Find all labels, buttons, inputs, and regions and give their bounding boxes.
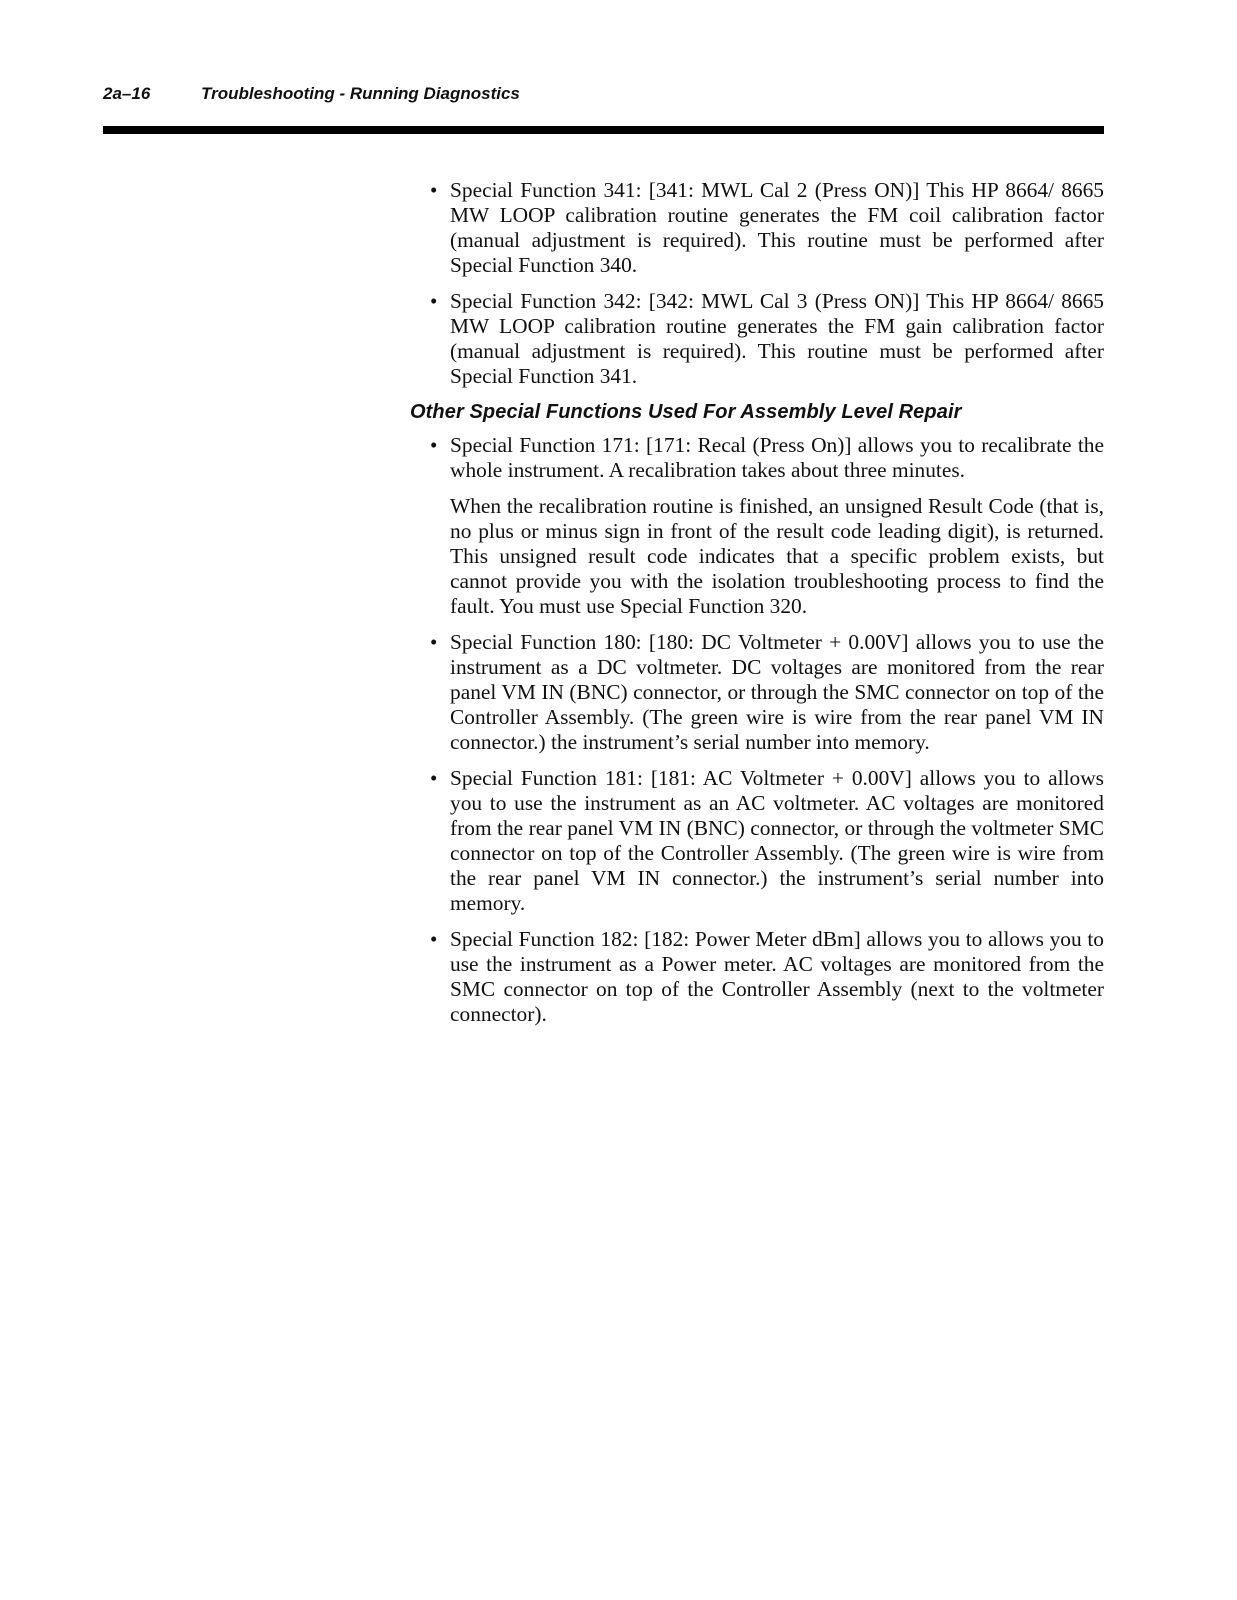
list-item-text: Special Function 341: [341: MWL Cal 2 (Press ON)] This HP 8664/ 8665 MW LOOP calibration routine generates the FM coil calibration factor (manual adjustment is required). This routine must be performed after Special Function 340. bbox=[450, 178, 1104, 277]
bullet-icon: • bbox=[430, 766, 438, 790]
list-item-text: Special Function 182: [182: Power Meter dBm] allows you to allows you to use the instrument as a Power meter. AC voltages are monitored from the SMC connector on top of the Controller Assembly (next to the voltmeter connector). bbox=[450, 927, 1104, 1026]
special-function-list-calibration bbox=[410, 178, 1104, 389]
list-item-sf-182 bbox=[410, 927, 1104, 1027]
bullet-icon: • bbox=[430, 289, 438, 313]
list-item-text: Special Function 171: [171: Recal (Press On)] allows you to recalibrate the whole instrument. A recalibration takes about three minutes. bbox=[450, 433, 1104, 482]
header-rule bbox=[103, 126, 1104, 134]
bullet-icon: • bbox=[430, 178, 438, 202]
page-content bbox=[410, 178, 1104, 1038]
list-item-sf-341 bbox=[410, 178, 1104, 278]
list-item-sf-342 bbox=[410, 289, 1104, 389]
page-header bbox=[103, 84, 1103, 112]
list-item-paragraph: When the recalibration routine is finished, an unsigned Result Code (that is, no plus or minus sign in front of the result code leading digit), is returned. This unsigned result code indicates that a specific problem exists, but cannot provide you with the isolation troubleshooting process to find the fault. You must use Special Function 320. bbox=[450, 494, 1104, 618]
list-item-sf-181 bbox=[410, 766, 1104, 916]
section-heading: Other Special Functions Used For Assembly Level Repair bbox=[410, 401, 962, 423]
list-item-text: Special Function 181: [181: AC Voltmeter + 0.00V] allows you to allows you to use the instrument as an AC voltmeter. AC voltages are monitored from the rear panel VM IN (BNC) connector, or through the voltmeter SMC connector on top of the Controller Assembly. (The green wire is wire from the rear panel VM IN connector.) the instrument’s serial number into memory. bbox=[450, 766, 1104, 915]
list-item-sf-171 bbox=[410, 433, 1104, 619]
list-item-text: Special Function 180: [180: DC Voltmeter + 0.00V] allows you to use the instrument as a DC voltmeter. DC voltages are monitored from the rear panel VM IN (BNC) connector, or through the SMC connector on top of the Controller Assembly. (The green wire is wire from the rear panel VM IN connector.) the instrument’s serial number into memory. bbox=[450, 630, 1104, 754]
bullet-icon: • bbox=[430, 433, 438, 457]
list-item-text: Special Function 342: [342: MWL Cal 3 (Press ON)] This HP 8664/ 8665 MW LOOP calibration routine generates the FM gain calibration factor (manual adjustment is required). This routine must be performed after Special Function 341. bbox=[450, 289, 1104, 388]
special-function-list-repair bbox=[410, 433, 1104, 1027]
running-title: Troubleshooting - Running Diagnostics bbox=[201, 84, 520, 103]
list-item-sf-180 bbox=[410, 630, 1104, 755]
bullet-icon: • bbox=[430, 927, 438, 951]
bullet-icon: • bbox=[430, 630, 438, 654]
page-number: 2a–16 bbox=[103, 84, 151, 103]
